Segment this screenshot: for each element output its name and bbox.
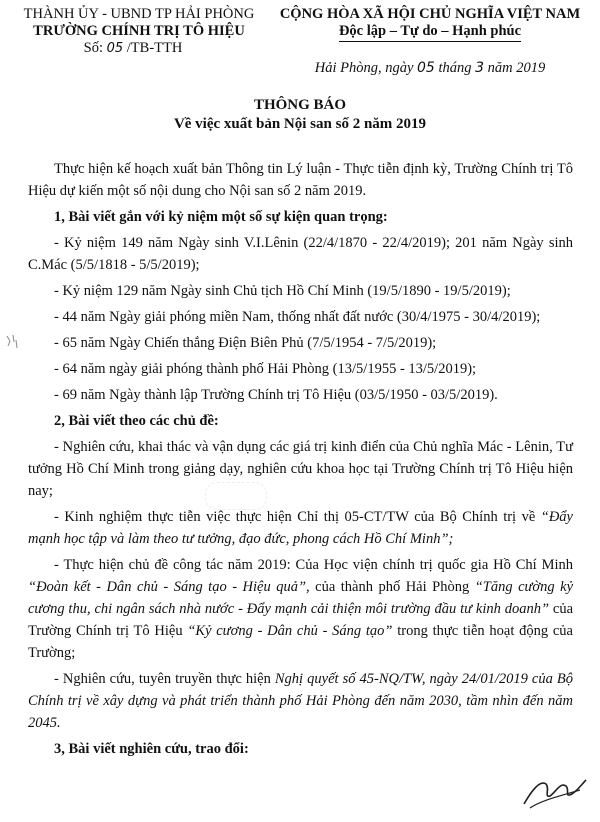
text-run: trong thực tiễn hoạt động của Trường; xyxy=(28,623,573,661)
section-1-heading: 1, Bài viết gắn với kỷ niệm một số sự kiện quan trọng: xyxy=(54,209,388,225)
date-prefix: Hải Phòng, ngày xyxy=(314,60,414,76)
section-2-paragraph: - Nghiên cứu, khai thác và vận dụng các giá trị kinh điển của Chủ nghĩa Mác - Lênin, Tư tưởng Hồ Chí Minh trong giảng dạy, nghiên cứu khoa học tại Trường Chính trị Tô Hiệu hiện nay; xyxy=(28,439,573,499)
doc-number-handwritten: 05 xyxy=(106,41,124,56)
issue-date xyxy=(270,60,590,77)
issuer-org: THÀNH ỦY - UBND TP HẢI PHÒNG xyxy=(23,6,255,22)
doc-number-suffix: /TB-TTH xyxy=(126,40,183,56)
italic-run: “Đoàn kết - Dân chủ - Sáng tạo - Hiệu quả”, xyxy=(28,579,310,595)
text-run: của thành phố Hải Phòng xyxy=(315,579,470,595)
italic-run: Nghị quyết số 45-NQ/TW, ngày 24/01/2019 của Bộ Chính trị về xây dựng và phát triển thành phố Hải Phòng đến năm 2030, tầm nhìn đến năm 2045. xyxy=(28,671,574,731)
document-body xyxy=(28,158,573,764)
section-1-item: - Kỷ niệm 149 năm Ngày sinh V.I.Lênin (22/4/1870 - 22/4/2019); 201 năm Ngày sinh C.Mác (5/5/1818 - 5/5/2019); xyxy=(28,235,573,273)
section-2-paragraph xyxy=(28,668,573,734)
country-name: CỘNG HÒA XÃ HỘI CHỦ NGHĨA VIỆT NAM xyxy=(279,6,581,22)
section-1-item: - 44 năm Ngày giải phóng miền Nam, thống nhất đất nước (30/4/1975 - 30/4/2019); xyxy=(54,309,541,325)
section-3-heading: 3, Bài viết nghiên cứu, trao đổi: xyxy=(54,741,249,757)
text-run: - Kinh nghiệm thực tiễn việc thực hiện Chỉ thị 05-CT/TW của Bộ Chính trị về xyxy=(54,509,536,525)
section-2-paragraph xyxy=(28,554,573,664)
national-heading xyxy=(262,6,598,42)
scan-speck xyxy=(4,332,20,352)
section-1-item: - 64 năm ngày giải phóng thành phố Hải Phòng (13/5/1955 - 13/5/2019); xyxy=(54,361,477,377)
section-1-item: - 69 năm Ngày thành lập Trường Chính trị Tô Hiệu (03/5/1950 - 03/5/2019). xyxy=(54,387,498,403)
national-motto: Độc lập – Tự do – Hạnh phúc xyxy=(339,23,521,42)
issuer-school: TRƯỜNG CHÍNH TRỊ TÔ HIỆU xyxy=(33,23,245,39)
date-day: 05 xyxy=(417,60,435,76)
date-month: 3 xyxy=(475,60,485,76)
italic-run: “Tăng cường kỷ cương thu, chi ngân sách nhà nước - Đẩy mạnh cải thiện môi trường đầu tư kinh doanh” xyxy=(28,579,574,617)
section-2-heading: 2, Bài viết theo các chủ đề: xyxy=(54,413,219,429)
faded-stamp-mark xyxy=(205,482,267,510)
text-run: - Thực hiện chủ đề công tác năm 2019: Của Học viện chính trị quốc gia Hồ Chí Minh xyxy=(54,557,573,573)
italic-run: “Kỷ cương - Dân chủ - Sáng tạo” xyxy=(187,623,393,639)
issuer-block xyxy=(4,6,274,57)
section-1-item: - 65 năm Ngày Chiến thắng Điện Biên Phủ (7/5/1954 - 7/5/2019); xyxy=(54,335,437,351)
date-year: năm 2019 xyxy=(487,60,546,76)
italic-run: “Đẩy mạnh học tập và làm theo tư tưởng, đạo đức, phong cách Hồ Chí Minh”; xyxy=(28,509,573,547)
text-run: - Nghiên cứu, tuyên truyền thực hiện xyxy=(54,671,271,687)
initials-signature xyxy=(520,770,590,810)
document-number xyxy=(0,40,268,57)
document-subtitle: Về việc xuất bản Nội san số 2 năm 2019 xyxy=(173,116,427,132)
intro-paragraph: Thực hiện kế hoạch xuất bản Thông tin Lý luận - Thực tiễn định kỳ, Trường Chính trị Tô Hiệu dự kiến một số nội dung cho Nội san số 2 năm 2019. xyxy=(28,161,573,199)
document-title: THÔNG BÁO xyxy=(253,97,347,113)
section-2-paragraph xyxy=(28,506,573,550)
text-run: của Trường Chính trị Tô Hiệu xyxy=(28,601,574,639)
section-1-item: - Kỷ niệm 129 năm Ngày sinh Chủ tịch Hồ Chí Minh (19/5/1890 - 19/5/2019); xyxy=(54,283,511,299)
doc-number-label: Số: xyxy=(83,40,103,56)
date-month-label: tháng xyxy=(438,60,472,76)
